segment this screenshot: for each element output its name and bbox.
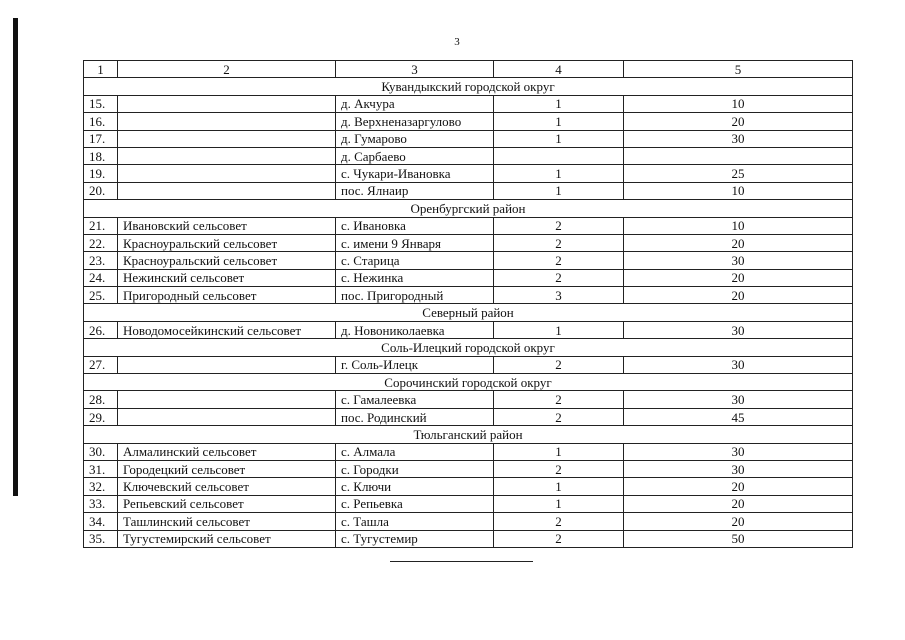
council-name bbox=[118, 130, 336, 147]
council-name: Алмалинский сельсовет bbox=[118, 443, 336, 460]
row-number: 29. bbox=[84, 408, 118, 425]
col5-value: 30 bbox=[624, 460, 853, 477]
settlement-name: с. Нежинка bbox=[336, 269, 494, 286]
section-row bbox=[84, 374, 853, 391]
settlement-name: г. Соль-Илецк bbox=[336, 356, 494, 373]
table-row bbox=[84, 478, 853, 495]
row-number: 35. bbox=[84, 530, 118, 547]
header-cell: 5 bbox=[624, 61, 853, 78]
council-name: Ташлинский сельсовет bbox=[118, 513, 336, 530]
settlement-name: с. Репьевка bbox=[336, 495, 494, 512]
council-name bbox=[118, 182, 336, 199]
row-number: 22. bbox=[84, 234, 118, 251]
col4-value: 2 bbox=[494, 408, 624, 425]
col4-value: 2 bbox=[494, 460, 624, 477]
col4-value: 1 bbox=[494, 443, 624, 460]
col4-value: 2 bbox=[494, 252, 624, 269]
row-number: 24. bbox=[84, 269, 118, 286]
council-name: Репьевский сельсовет bbox=[118, 495, 336, 512]
settlement-name: с. Гамалеевка bbox=[336, 391, 494, 408]
section-title: Сорочинский городской округ bbox=[84, 374, 853, 391]
col5-value: 25 bbox=[624, 165, 853, 182]
settlement-name: д. Гумарово bbox=[336, 130, 494, 147]
col5-value: 30 bbox=[624, 130, 853, 147]
row-number: 30. bbox=[84, 443, 118, 460]
settlement-name: пос. Ялнаир bbox=[336, 182, 494, 199]
col5-value bbox=[624, 147, 853, 164]
col5-value: 20 bbox=[624, 234, 853, 251]
settlement-name: д. Сарбаево bbox=[336, 147, 494, 164]
scan-margin-bar bbox=[13, 18, 18, 496]
row-number: 16. bbox=[84, 113, 118, 130]
row-number: 27. bbox=[84, 356, 118, 373]
col5-value: 20 bbox=[624, 287, 853, 304]
table-row bbox=[84, 252, 853, 269]
table-row bbox=[84, 443, 853, 460]
council-name: Красноуральский сельсовет bbox=[118, 252, 336, 269]
table-row bbox=[84, 113, 853, 130]
col4-value: 3 bbox=[494, 287, 624, 304]
col5-value: 30 bbox=[624, 356, 853, 373]
footer-rule bbox=[390, 561, 533, 562]
settlements-table bbox=[83, 60, 853, 548]
col4-value: 1 bbox=[494, 495, 624, 512]
section-title: Оренбургский район bbox=[84, 200, 853, 217]
col4-value: 1 bbox=[494, 113, 624, 130]
col4-value bbox=[494, 147, 624, 164]
page-number: 3 bbox=[454, 36, 460, 48]
col4-value: 2 bbox=[494, 234, 624, 251]
council-name: Ключевский сельсовет bbox=[118, 478, 336, 495]
row-number: 18. bbox=[84, 147, 118, 164]
table-row bbox=[84, 234, 853, 251]
table-row bbox=[84, 391, 853, 408]
settlement-name: д. Новониколаевка bbox=[336, 321, 494, 338]
table-row bbox=[84, 513, 853, 530]
header-cell: 1 bbox=[84, 61, 118, 78]
col5-value: 20 bbox=[624, 269, 853, 286]
council-name bbox=[118, 95, 336, 112]
col4-value: 2 bbox=[494, 530, 624, 547]
col4-value: 2 bbox=[494, 269, 624, 286]
col5-value: 45 bbox=[624, 408, 853, 425]
settlement-name: с. Ташла bbox=[336, 513, 494, 530]
table-row bbox=[84, 356, 853, 373]
section-row bbox=[84, 78, 853, 95]
settlement-name: с. Ключи bbox=[336, 478, 494, 495]
council-name bbox=[118, 165, 336, 182]
col4-value: 2 bbox=[494, 391, 624, 408]
table-row bbox=[84, 147, 853, 164]
table-header-row bbox=[84, 61, 853, 78]
settlement-name: д. Верхненазаргулово bbox=[336, 113, 494, 130]
col5-value: 30 bbox=[624, 321, 853, 338]
col5-value: 10 bbox=[624, 182, 853, 199]
col5-value: 30 bbox=[624, 391, 853, 408]
col4-value: 2 bbox=[494, 217, 624, 234]
council-name bbox=[118, 356, 336, 373]
table-row bbox=[84, 460, 853, 477]
row-number: 21. bbox=[84, 217, 118, 234]
table-row bbox=[84, 287, 853, 304]
row-number: 20. bbox=[84, 182, 118, 199]
col4-value: 2 bbox=[494, 513, 624, 530]
col4-value: 2 bbox=[494, 356, 624, 373]
settlement-name: с. Старица bbox=[336, 252, 494, 269]
settlement-name: с. Ивановка bbox=[336, 217, 494, 234]
settlement-name: с. Тугустемир bbox=[336, 530, 494, 547]
row-number: 15. bbox=[84, 95, 118, 112]
col4-value: 1 bbox=[494, 321, 624, 338]
table-row bbox=[84, 165, 853, 182]
council-name: Тугустемирский сельсовет bbox=[118, 530, 336, 547]
table-row bbox=[84, 217, 853, 234]
settlement-name: пос. Пригородный bbox=[336, 287, 494, 304]
settlement-name: с. Чукари-Ивановка bbox=[336, 165, 494, 182]
row-number: 19. bbox=[84, 165, 118, 182]
col4-value: 1 bbox=[494, 478, 624, 495]
col5-value: 20 bbox=[624, 513, 853, 530]
table-row bbox=[84, 495, 853, 512]
section-title: Кувандыкский городской округ bbox=[84, 78, 853, 95]
table-row bbox=[84, 530, 853, 547]
header-cell: 4 bbox=[494, 61, 624, 78]
table-row bbox=[84, 269, 853, 286]
col5-value: 30 bbox=[624, 252, 853, 269]
section-title: Соль-Илецкий городской округ bbox=[84, 339, 853, 356]
row-number: 34. bbox=[84, 513, 118, 530]
council-name: Ивановский сельсовет bbox=[118, 217, 336, 234]
row-number: 33. bbox=[84, 495, 118, 512]
header-cell: 2 bbox=[118, 61, 336, 78]
row-number: 23. bbox=[84, 252, 118, 269]
council-name: Нежинский сельсовет bbox=[118, 269, 336, 286]
table-row bbox=[84, 95, 853, 112]
council-name bbox=[118, 113, 336, 130]
settlement-name: с. имени 9 Января bbox=[336, 234, 494, 251]
row-number: 32. bbox=[84, 478, 118, 495]
council-name: Городецкий сельсовет bbox=[118, 460, 336, 477]
col5-value: 20 bbox=[624, 113, 853, 130]
council-name bbox=[118, 147, 336, 164]
settlement-name: д. Акчура bbox=[336, 95, 494, 112]
table-row bbox=[84, 408, 853, 425]
section-row bbox=[84, 200, 853, 217]
header-cell: 3 bbox=[336, 61, 494, 78]
col4-value: 1 bbox=[494, 95, 624, 112]
row-number: 17. bbox=[84, 130, 118, 147]
section-title: Северный район bbox=[84, 304, 853, 321]
council-name: Новодомосейкинский сельсовет bbox=[118, 321, 336, 338]
settlement-name: пос. Родинский bbox=[336, 408, 494, 425]
col5-value: 50 bbox=[624, 530, 853, 547]
col5-value: 20 bbox=[624, 478, 853, 495]
col4-value: 1 bbox=[494, 130, 624, 147]
council-name: Красноуральский сельсовет bbox=[118, 234, 336, 251]
col4-value: 1 bbox=[494, 182, 624, 199]
col4-value: 1 bbox=[494, 165, 624, 182]
col5-value: 30 bbox=[624, 443, 853, 460]
council-name: Пригородный сельсовет bbox=[118, 287, 336, 304]
section-title: Тюльганский район bbox=[84, 426, 853, 443]
table-row bbox=[84, 182, 853, 199]
table-row bbox=[84, 130, 853, 147]
row-number: 26. bbox=[84, 321, 118, 338]
section-row bbox=[84, 339, 853, 356]
row-number: 25. bbox=[84, 287, 118, 304]
settlement-name: с. Городки bbox=[336, 460, 494, 477]
council-name bbox=[118, 408, 336, 425]
council-name bbox=[118, 391, 336, 408]
row-number: 28. bbox=[84, 391, 118, 408]
col5-value: 10 bbox=[624, 95, 853, 112]
section-row bbox=[84, 304, 853, 321]
col5-value: 20 bbox=[624, 495, 853, 512]
table-row bbox=[84, 321, 853, 338]
col5-value: 10 bbox=[624, 217, 853, 234]
row-number: 31. bbox=[84, 460, 118, 477]
section-row bbox=[84, 426, 853, 443]
settlement-name: с. Алмала bbox=[336, 443, 494, 460]
